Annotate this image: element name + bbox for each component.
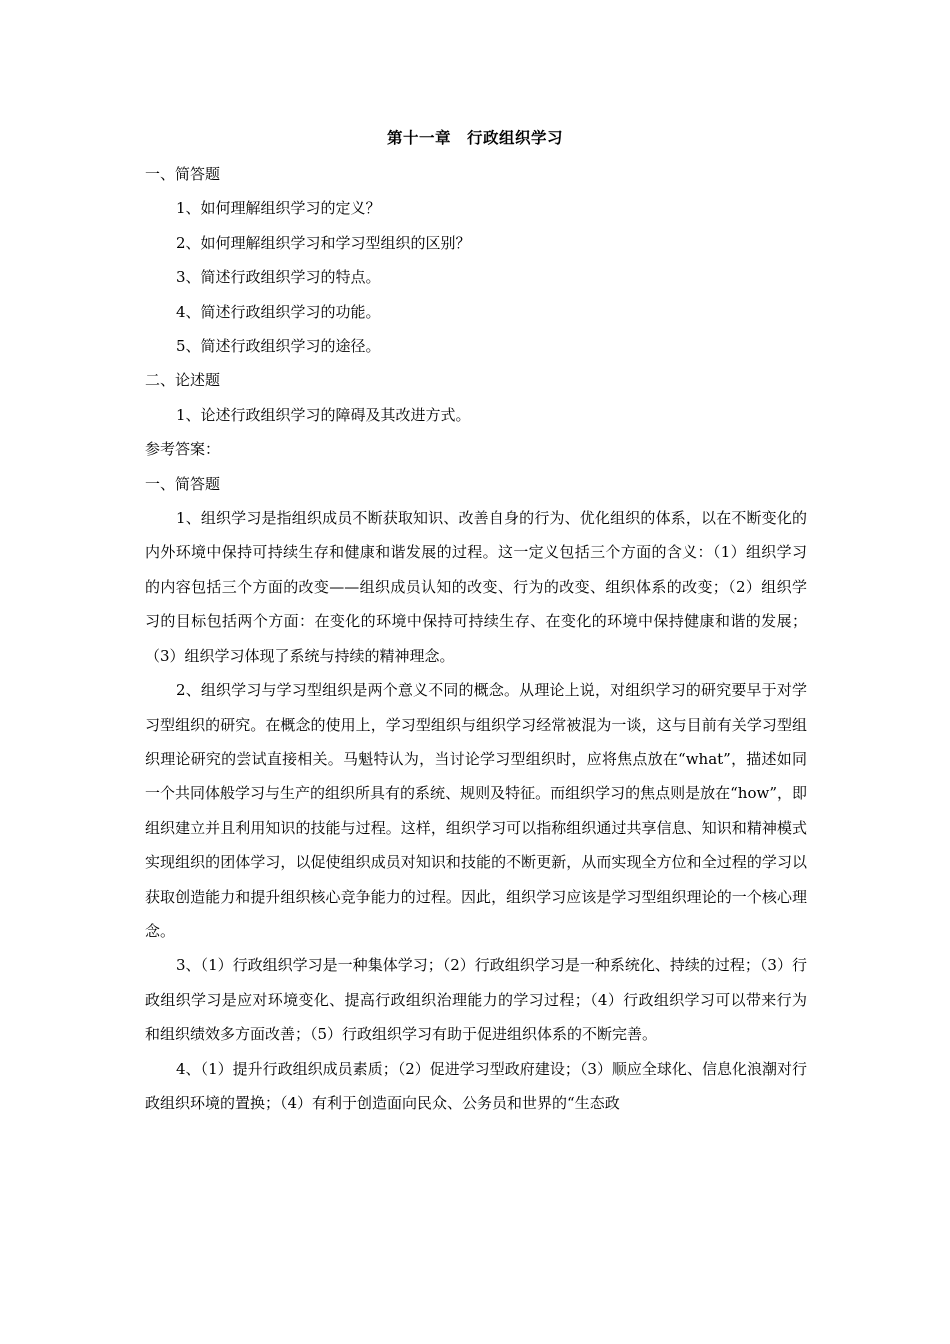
answer-paragraph: 4、（1）提升行政组织成员素质；（2）促进学习型政府建设；（3）顺应全球化、信息化浪潮对行政组织环境的置换；（4）有利于创造面向民众、公务员和世界的“生态政: [145, 1059, 807, 1112]
question-item: 2、如何理解组织学习和学习型组织的区别？: [176, 233, 471, 252]
answer-paragraph: 1、组织学习是指组织成员不断获取知识、改善自身的行为、优化组织的体系，以在不断变化的内外环境中保持可持续生存和健康和谐发展的过程。这一定义包括三个方面的含义：（1）组织学习的内容包括三个方面的改变——组织成员认知的改变、行为的改变、组织体系的改变；（2）组织学习的目标包括两个方面：在变化的环境中保持可持续生存、在变化的环境中保持健康和谐的发展；（3）组织学习体现了系统与持续的精神理念。: [145, 509, 807, 665]
question-item: 4、简述行政组织学习的功能。: [176, 302, 381, 321]
question-item: 1、论述行政组织学习的障碍及其改进方式。: [176, 405, 471, 424]
question-item: 5、简述行政组织学习的途径。: [176, 337, 381, 356]
section-heading-short-answer: 一、简答题: [145, 165, 221, 183]
section-heading-essay: 二、论述题: [145, 371, 221, 390]
answer-paragraph: 3、（1）行政组织学习是一种集体学习；（2）行政组织学习是一种系统化、持续的过程；（3）行政组织学习是应对环境变化、提高行政组织治理能力的学习过程；（4）行政组织学习可以带来行为和组织绩效多方面改善；（5）行政组织学习有助于促进组织体系的不断完善。: [145, 956, 807, 1044]
section-heading-short-answer-answers: 一、简答题: [145, 474, 221, 493]
question-item: 1、如何理解组织学习的定义？: [176, 199, 381, 218]
chapter-title: 第十一章 行政组织学习: [386, 128, 563, 147]
answer-paragraph: 2、组织学习与学习型组织是两个意义不同的概念。从理论上说，对组织学习的研究要早于对学习型组织的研究。在概念的使用上，学习型组织与组织学习经常被混为一谈，这与目前有关学习型组织理论研究的尝试直接相关。马魁特认为，当讨论学习型组织时，应将焦点放在“what”，描述如同一个共同体般学习与生产的组织所具有的系统、规则及特征。而组织学习的焦点则是放在“how”，即组织建立并且利用知识的技能与过程。这样，组织学习可以指称组织通过共享信息、知识和精神模式实现组织的团体学习，以促使组织成员对知识和技能的不断更新，从而实现全方位和全过程的学习以获取创造能力和提升组织核心竞争能力的过程。因此，组织学习应该是学习型组织理论的一个核心理念。: [145, 681, 807, 940]
document-body: [145, 157, 807, 1120]
answers-heading: 参考答案：: [145, 440, 221, 459]
question-item: 3、简述行政组织学习的特点。: [176, 268, 381, 287]
